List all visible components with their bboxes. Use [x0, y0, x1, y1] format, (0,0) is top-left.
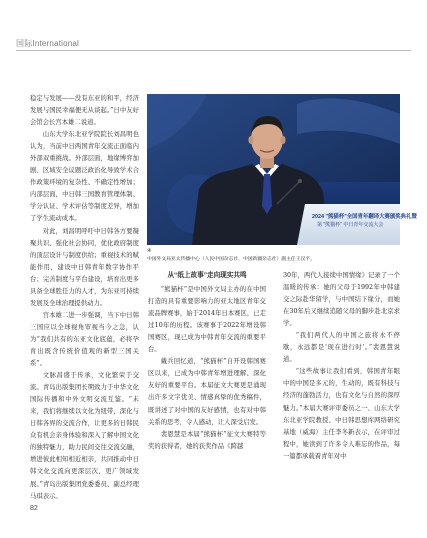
right-paragraph: “我们两代人的中国之旅将永不停歇，永远都是‘现在进行时’。”裴恩慧说道。	[283, 332, 400, 364]
event-photo	[147, 94, 417, 245]
left-paragraph: 宫本雄二进一步强调，当下中日韩三国应以全球视角审视当今之急，认为“我们共有的东亚文化底蕴，必将孕育出既含传统价值观的新型三国关系”。	[30, 311, 139, 368]
screen-text-line-2: 第 "熊猫杯" 中日青年交流大会	[317, 222, 384, 228]
left-column	[30, 93, 139, 503]
photo-caption	[147, 248, 407, 264]
mid-paragraph: 戴兵回忆道，“熊猫杯”自开设韩国赛区以来，已成为中韩青年增进理解、深化友好的重要平台。本届征文大赛更是涌现出许多文字优美、情感真挚的优秀稿件，既讲述了对中国的友好感情，也有对中韩关系的思考，令人感动，让人深受启发。	[148, 358, 266, 426]
middle-column	[148, 270, 266, 453]
caption-text: 中国外文局亚太传播中心（人民中国杂志社、中国新疆杂志社）副主任王汉平。	[147, 257, 315, 262]
mid-paragraph: 裴恩慧是本届“熊猫杯”征文大赛特等奖的获得者，她的获奖作品《跨越	[148, 430, 266, 450]
header-rule	[16, 50, 411, 51]
caption-mark: ④	[147, 249, 152, 254]
section-label: 国际International	[16, 39, 80, 48]
left-paragraph: 山东大学东北亚学院院长刘昌明也认为，当前中日两国青年交流正面临内外部双重挑战。外部层面，地缘博弈加剧、区域安全议题泛政治化导致学术合作政策环境的复杂性、不确定性增加；内部层面，中日韩三国教育管理体制、学分认证、学术评估等制度差异，增加了学生流动成本。	[30, 131, 139, 223]
right-column	[283, 270, 400, 463]
page-header	[16, 38, 411, 49]
left-paragraph: 稳定与发展——没有东亚的和平，经济发展与国民幸福便无从谈起。”日中友好会馆会长宫本雄二说道。	[30, 95, 139, 127]
section-subheading: 从“纸上故事”走向现实共鸣	[167, 272, 247, 279]
page-number: 82	[30, 505, 38, 512]
right-paragraph: 30年，两代人接续中国情缘》记录了一个温暖的传承：她的父母于1992年中韩建交之际赴华留学，与中国结下缘分，而她在30年后又继续追随父母的脚步赴北京求学。	[283, 272, 400, 328]
left-paragraph: 对此，刘昌明呼吁中日韩各方要凝聚共识、强化社会协同，优化政府制度的顶层设计与制度供给；重视技术的赋能作用，建设中日韩青年数字协作平台；完善制度与平台建设，培育出更多具备全球胜任力的人才，为东亚可持续发展及全球治理提供动力。	[30, 227, 139, 307]
screen-text-line-1: 2024 "熊猫杯"全国青年翻译大赛颁奖典礼暨	[312, 214, 417, 220]
left-paragraph: 文脉昌盛于传承，文化繁荣于交流。青岛出版集团长期致力于中华文化国际传播和中外文明交流互鉴。“未来，我们将继续以文化为纽带，深化与日韩各界的交流合作，让更多的日韩民众有机会亲身体验和深入了解中国文化的独特魅力，助力民间交往交流交融，增进彼此相知相近相亲，共同推动中日韩文化交流向更深层次、更广领域发展。”青岛出版集团党委委员、副总经理马琪表示。	[30, 372, 139, 500]
speaker-illustration	[147, 94, 417, 245]
mid-paragraph: “熊猫杯”是中国外文局主办的在中国打造的具有重要影响力的亚太地区青年交流品牌赛事，始于2014年日本赛区，已走过10年的历程。该赛事于2022年增设韩国赛区，现已成为中韩青年交流的重要平台。	[148, 286, 266, 354]
right-paragraph: “这些故事让我们看到，韩国青年眼中的中国是多元的，生动的，既有科技与经济的蓬勃活力，也有文化与自然的深厚魅力。”本届大赛评审委员之一、山东大学东北亚学院教授、中日韩思想库网络研究基地（威海）主任李冬新表示，在评审过程中，她读到了许多令人难忘的作品，每一篇都承载着青年对中	[283, 368, 400, 460]
